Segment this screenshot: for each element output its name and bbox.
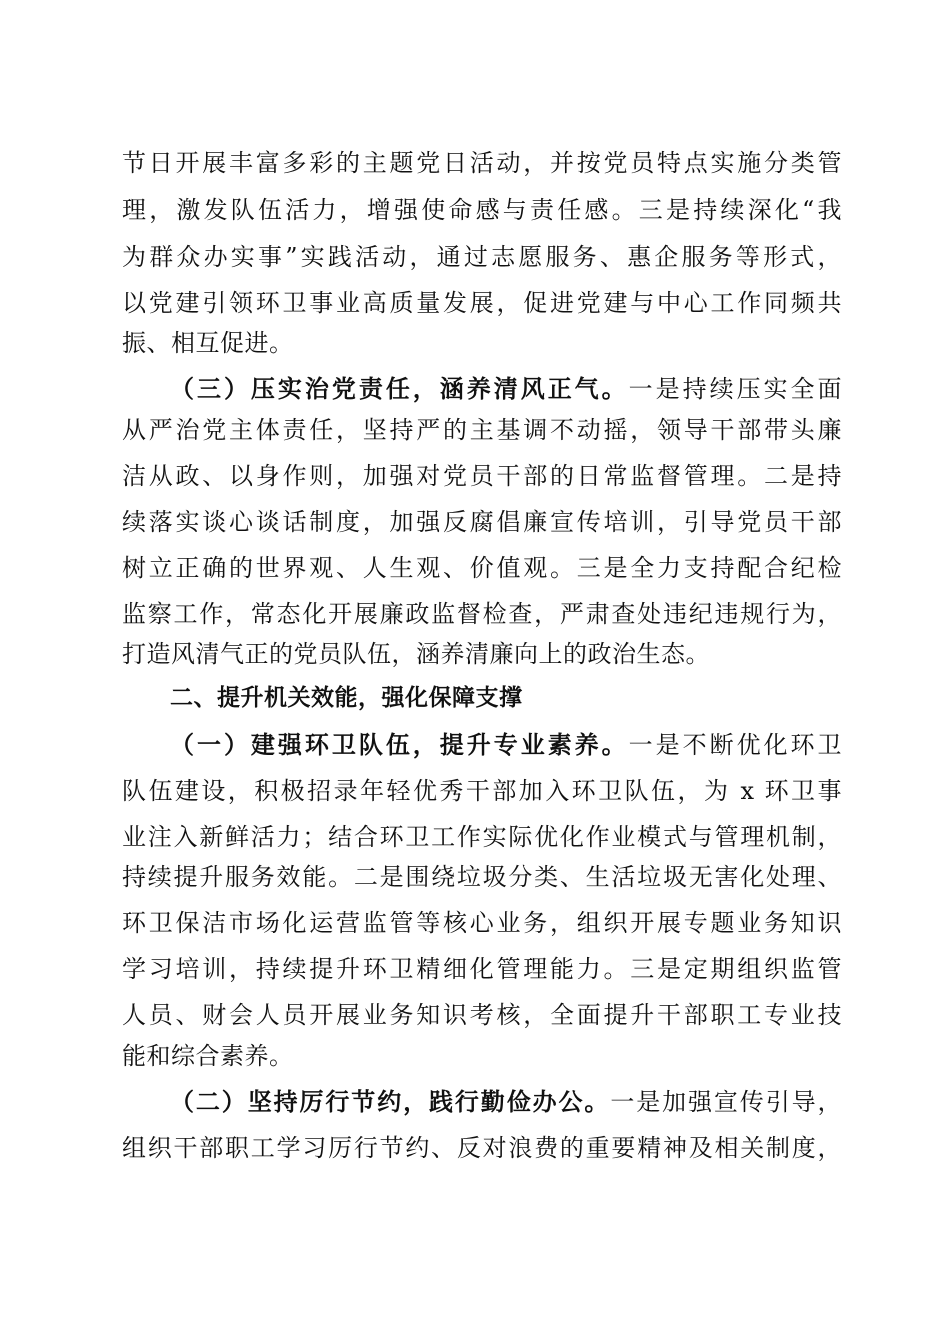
subheading-lead: （三）压实治党责任，涵养清风正气。 [170, 374, 629, 403]
text-line: 能和综合素养。 [122, 1042, 294, 1070]
text-line: 为群众办实事”实践活动，通过志愿服务、惠企服务等形式， [122, 243, 842, 271]
paragraph-first-line [170, 1082, 842, 1122]
text-run: 一是加强宣传引导， [610, 1088, 843, 1116]
text-line: 树立正确的世界观、人生观、价值观。三是全力支持配合纪检 [122, 554, 842, 582]
text-line: 监察工作，常态化开展廉政监督检查，严肃查处违纪违规行为， [122, 600, 842, 628]
text-line: 环卫保洁市场化运营监管等核心业务，组织开展专题业务知识 [122, 909, 842, 937]
text-line: 组织干部职工学习厉行节约、反对浪费的重要精神及相关制度， [122, 1134, 842, 1162]
paragraph-first-line [170, 369, 842, 409]
text-line: 人员、财会人员开展业务知识考核，全面提升干部职工专业技 [122, 1001, 842, 1029]
text-line: 队伍建设，积极招录年轻优秀干部加入环卫队伍，为 x 环卫事 [122, 777, 842, 805]
text-line: 续落实谈心谈话制度，加强反腐倡廉宣传培训，引导党员干部 [122, 508, 842, 536]
text-line: 理，激发队伍活力，增强使命感与责任感。三是持续深化“我 [122, 196, 842, 224]
text-run: 一是不断优化环卫 [628, 731, 843, 759]
text-line: 以党建引领环卫事业高质量发展，促进党建与中心工作同频共 [122, 289, 842, 317]
section-heading: 二、提升机关效能，强化保障支撑 [170, 685, 523, 711]
text-line: 持续提升服务效能。二是围绕垃圾分类、生活垃圾无害化处理、 [122, 863, 842, 891]
text-line: 学习培训，持续提升环卫精细化管理能力。三是定期组织监管 [122, 955, 842, 983]
text-line: 振、相互促进。 [122, 329, 294, 357]
text-run: 一是持续压实全面 [628, 375, 843, 403]
paragraph-first-line [170, 725, 842, 765]
subheading-lead: （二）坚持厉行节约，践行勤俭办公。 [170, 1087, 611, 1116]
text-line: 从严治党主体责任，坚持严的主基调不动摇，领导干部带头廉 [122, 416, 842, 444]
text-line: 节日开展丰富多彩的主题党日活动，并按党员特点实施分类管 [122, 149, 842, 177]
text-line: 打造风清气正的党员队伍，涵养清廉向上的政治生态。 [122, 640, 710, 668]
subheading-lead: （一）建强环卫队伍，提升专业素养。 [170, 730, 629, 759]
text-line: 洁从政、以身作则，加强对党员干部的日常监督管理。二是持 [122, 462, 842, 490]
text-line: 业注入新鲜活力；结合环卫工作实际优化作业模式与管理机制， [122, 823, 842, 851]
